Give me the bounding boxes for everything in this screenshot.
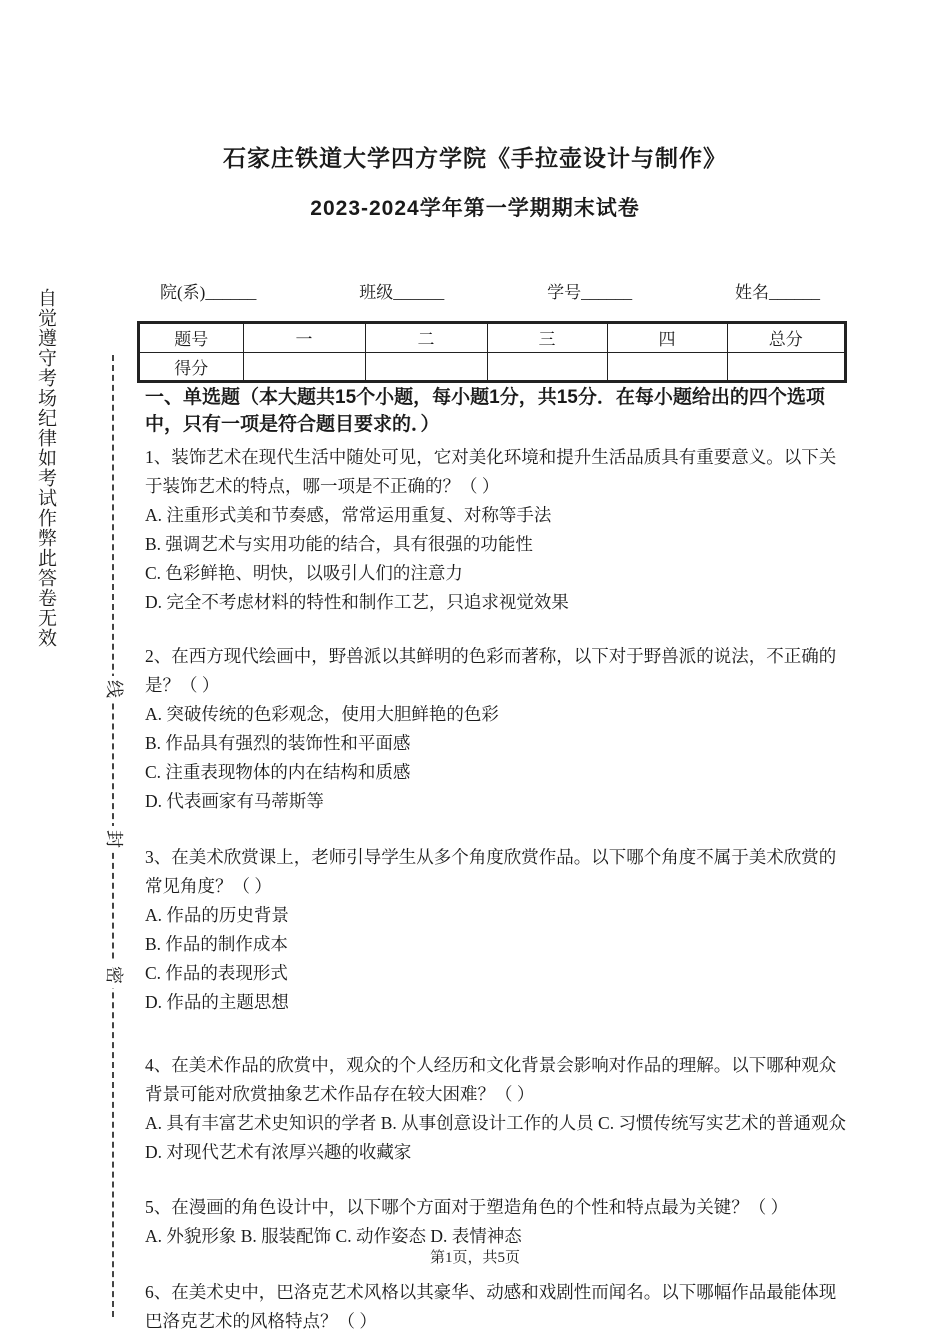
question-1-stem: 1、装饰艺术在现代生活中随处可见，它对美化环境和提升生活品质具有重要意义。以下关于装饰艺术的特点，哪一项是不正确的？（ ）: [145, 447, 837, 496]
score-table-header-1: 一: [243, 323, 365, 352]
exam-discipline-notice: 自觉遵守考场纪律如考试作弊此答卷无效: [35, 288, 56, 648]
question-1: [145, 443, 847, 617]
score-table-header-qnum: 题号: [139, 323, 243, 352]
question-3-stem: 3、在美术欣赏课上，老师引导学生从多个角度欣赏作品。以下哪个角度不属于美术欣赏的常见角度？（ ）: [145, 847, 837, 896]
field-name-blank: ______: [769, 283, 820, 302]
score-cell-3: [487, 352, 607, 381]
question-4: [145, 1051, 847, 1167]
question-2-option-b: B. 作品具有强烈的装饰性和平面感: [145, 733, 411, 753]
seal-char-mi: 密: [101, 962, 127, 988]
question-3-option-d: D. 作品的主题思想: [145, 992, 289, 1012]
field-class-blank: ______: [393, 283, 445, 302]
question-5-stem: 5、在漫画的角色设计中，以下哪个方面对于塑造角色的个性和特点最为关键？（ ）: [145, 1197, 789, 1217]
question-3-option-c: C. 作品的表现形式: [145, 963, 288, 983]
field-class: [359, 278, 444, 303]
question-1-option-c: C. 色彩鲜艳、明快，以吸引人们的注意力: [145, 563, 463, 583]
question-1-option-b: B. 强调艺术与实用功能的结合，具有很强的功能性: [145, 534, 533, 554]
question-section: [145, 384, 847, 1344]
question-2: [145, 642, 847, 816]
student-info-fields: [160, 278, 820, 303]
question-4-options-inline: A. 具有丰富艺术史知识的学者 B. 从事创意设计工作的人员 C. 习惯传统写实艺术的普通观众 D. 对现代艺术有浓厚兴趣的收藏家: [145, 1113, 846, 1162]
question-2-option-c: C. 注重表现物体的内在结构和质感: [145, 762, 411, 782]
score-cell-total: [727, 352, 845, 381]
field-student-id: [547, 278, 632, 303]
score-table: [138, 322, 846, 382]
question-1-option-d: D. 完全不考虑材料的特性和制作工艺，只追求视觉效果: [145, 592, 569, 612]
exam-subtitle: 2023-2024学年第一学期期末试卷: [310, 197, 640, 220]
question-6-stem: 6、在美术史中，巴洛克艺术风格以其豪华、动感和戏剧性而闻名。以下哪幅作品最能体现巴洛克艺术的风格特点？（ ）: [145, 1282, 837, 1331]
field-name-label: 姓名: [735, 283, 769, 302]
question-3: [145, 843, 847, 1017]
question-2-option-d: D. 代表画家有马蒂斯等: [145, 791, 324, 811]
question-4-stem: 4、在美术作品的欣赏中，观众的个人经历和文化背景会影响对作品的理解。以下哪种观众背景可能对欣赏抽象艺术作品存在较大困难？（ ）: [145, 1055, 837, 1104]
score-table-header-3: 三: [487, 323, 607, 352]
seal-char-feng: 封: [101, 826, 127, 852]
field-student-id-label: 学号: [547, 283, 582, 302]
score-table-header-total: 总分: [727, 323, 845, 352]
score-cell-2: [365, 352, 487, 381]
question-2-stem: 2、在西方现代绘画中，野兽派以其鲜明的色彩而著称，以下对于野兽派的说法，不正确的是？（ ）: [145, 646, 837, 695]
score-table-header-4: 四: [607, 323, 727, 352]
score-row-label: 得分: [139, 352, 243, 381]
score-table-header-2: 二: [365, 323, 487, 352]
score-cell-1: [243, 352, 365, 381]
field-department-blank: ______: [205, 283, 257, 302]
field-department-label: 院(系): [160, 283, 206, 302]
question-5: [145, 1193, 847, 1251]
exam-title: 石家庄铁道大学四方学院《手拉壶设计与制作》: [223, 145, 727, 171]
question-5-options-inline: A. 外貌形象 B. 服装配饰 C. 动作姿态 D. 表情神态: [145, 1226, 522, 1246]
question-2-option-a: A. 突破传统的色彩观念，使用大胆鲜艳的色彩: [145, 704, 499, 724]
seal-char-xian: 线: [101, 676, 127, 702]
question-3-option-a: A. 作品的历史背景: [145, 905, 289, 925]
score-table-header-row: [139, 323, 845, 352]
question-3-option-b: B. 作品的制作成本: [145, 934, 288, 954]
score-table-score-row: [139, 352, 845, 381]
field-name: [735, 278, 820, 303]
question-6: [145, 1278, 847, 1336]
score-cell-4: [607, 352, 727, 381]
field-department: [160, 278, 256, 303]
page-indicator: 第1页，共5页: [429, 1250, 520, 1266]
section-heading: 一、单选题（本大题共15个小题，每小题1分，共15分．在每小题给出的四个选项中，只有一项是符合题目要求的．）: [145, 387, 825, 435]
field-student-id-blank: ______: [581, 283, 633, 302]
field-class-label: 班级: [359, 283, 394, 302]
question-1-option-a: A. 注重形式美和节奏感，常常运用重复、对称等手法: [145, 505, 552, 525]
